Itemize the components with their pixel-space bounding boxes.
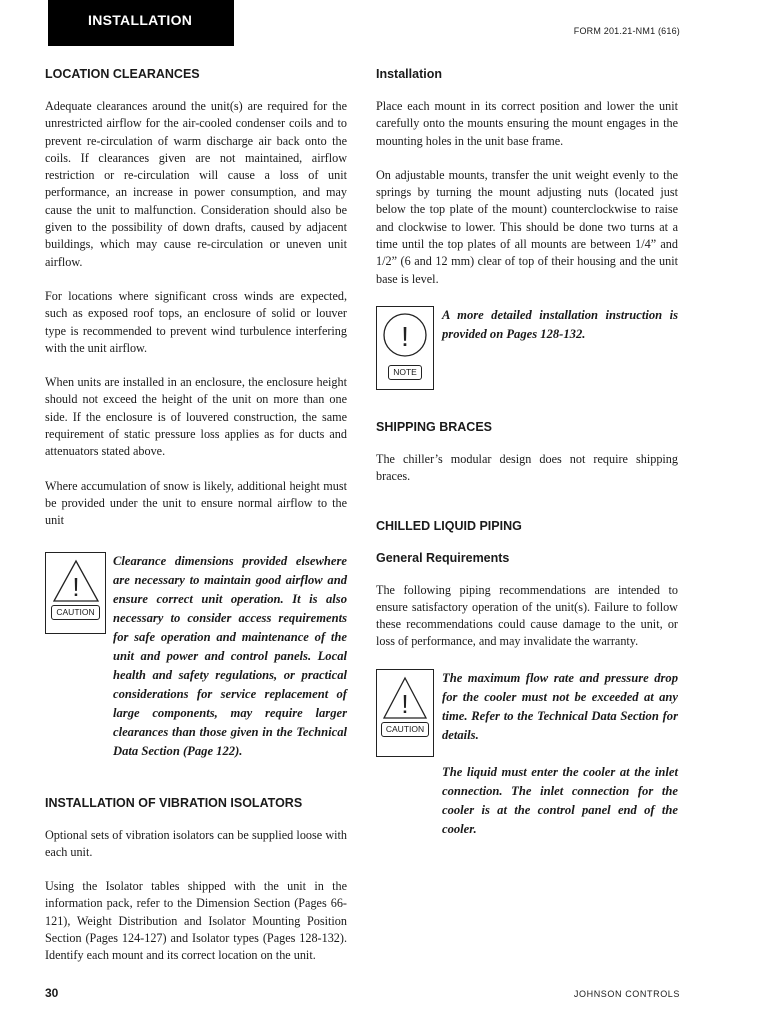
note-circle-icon	[383, 311, 427, 363]
location-clearances-p3: When units are installed in an enclosure, the enclosure height should not exceed the height of the unit on more than one side. If the enclosure is of louvered construction, the same requirement of static pressure loss applies as for ducts and attenuators stated above.	[45, 375, 347, 459]
svg-text:!: !	[401, 320, 409, 352]
svg-text:!: !	[401, 688, 409, 719]
note-text: A more detailed installation instruction is provided on Pages 128-132.	[442, 307, 678, 341]
chilled-liquid-piping-p1: The following piping recommendations are intended to ensure satisfactory operation of the unit(s). Failure to follow these recommendations could cause damage to the unit, or loss of performance, and may invalidate the warranty.	[376, 582, 678, 649]
installation-p1: Place each mount in its correct position and lower the unit carefully onto the mounts ensuring the mount engages in the mounting holes in the unit base frame.	[376, 99, 678, 148]
caution-box-piping	[376, 669, 434, 757]
location-clearances-p2: For locations where significant cross winds are expected, such as exposed roof tops, an enclosure of solid or louver type is recommended to prevent wind turbulence interfering with the unit airflow.	[45, 288, 347, 355]
page-number: 30	[45, 986, 59, 1000]
caution-text-inlet: The liquid must enter the cooler at the inlet connection. The inlet connection for the cooler is at the control panel end of the cooler.	[442, 764, 678, 836]
warning-triangle-icon-piping	[382, 676, 428, 720]
location-clearances-p1: Adequate clearances around the unit(s) are required for the unrestricted airflow for the air-cooled condenser coils and to prevent re-circulation of warm discharge air back onto the coils. If clearances given are not maintained, airflow restriction or re-circulation will cause a loss of unit performance, an increase in power consumption, and may cause the unit to malfunction. Consideration should also be given to the possibility of down drafts, caused by adjacent buildings, which may cause re-circulation or uneven unit airflow.	[45, 99, 347, 269]
note-badge: NOTE	[388, 365, 422, 380]
company-name: JOHNSON CONTROLS	[573, 989, 680, 999]
caution-box	[45, 552, 106, 634]
left-column	[45, 64, 347, 965]
form-code: FORM 201.21-NM1 (616)	[573, 26, 680, 36]
heading-installation: Installation	[376, 67, 442, 81]
note-box	[376, 306, 434, 390]
heading-chilled-liquid-piping: CHILLED LIQUID PIPING	[376, 518, 522, 533]
caution-text-flow-rate: The maximum flow rate and pressure drop for the cooler must not be exceeded at any time. Refer to the Technical Data Section for details.	[442, 670, 678, 742]
location-clearances-p4: Where accumulation of snow is likely, additional height must be provided under the unit to ensure normal airflow to the unit	[45, 478, 347, 528]
caution-text-group	[442, 669, 678, 839]
shipping-braces-p1: The chiller’s modular design does not require shipping braces.	[376, 451, 678, 484]
subheading-general-requirements: General Requirements	[376, 550, 510, 565]
heading-shipping-braces: SHIPPING BRACES	[376, 419, 492, 434]
caution-badge: CAUTION	[51, 605, 99, 620]
vibration-isolators-p1: Optional sets of vibration isolators can be supplied loose with each unit.	[45, 827, 347, 859]
caution-text-clearances: Clearance dimensions provided elsewhere are necessary to maintain good airflow and ensure correct unit operation. It is also necessary to consider access requirements for safe operation and maintenance of the unit and power and control panels. Local health and safety regulations, or practical considerations for service replacement of large components, may require larger clearances than those given in the Technical Data Section (Page 122).	[113, 553, 347, 758]
installation-p2: On adjustable mounts, transfer the unit weight evenly to the springs by turning the mount adjusting nuts (located just below the top plate of the mount) counterclockwise to raise and clockwise to lower. This should be done two turns at a time until the top plates of all mounts are between 1/4” and 1/2” (6 and 12 mm) clear of top of their housing and the unit base is level.	[376, 167, 678, 286]
warning-triangle-icon	[52, 559, 100, 603]
caution-badge-piping: CAUTION	[381, 722, 429, 737]
heading-vibration-isolators: INSTALLATION OF VIBRATION ISOLATORS	[45, 795, 303, 810]
vibration-isolators-p2: Using the Isolator tables shipped with the unit in the information pack, refer to the Dimension Section (Pages 66-121), Weight Distribution and Isolator Mounting Position Section (Pages 124-127) and Isolator types (Pages 128-132). Identify each mount and its correct location on the unit.	[45, 879, 347, 963]
note-callout	[376, 306, 678, 390]
heading-location-clearances: LOCATION CLEARANCES	[45, 67, 200, 81]
section-tab: INSTALLATION	[48, 0, 234, 46]
svg-text:!: !	[71, 571, 80, 602]
right-column	[376, 64, 678, 839]
caution-callout-piping	[376, 669, 678, 839]
caution-callout-clearances	[45, 552, 347, 761]
